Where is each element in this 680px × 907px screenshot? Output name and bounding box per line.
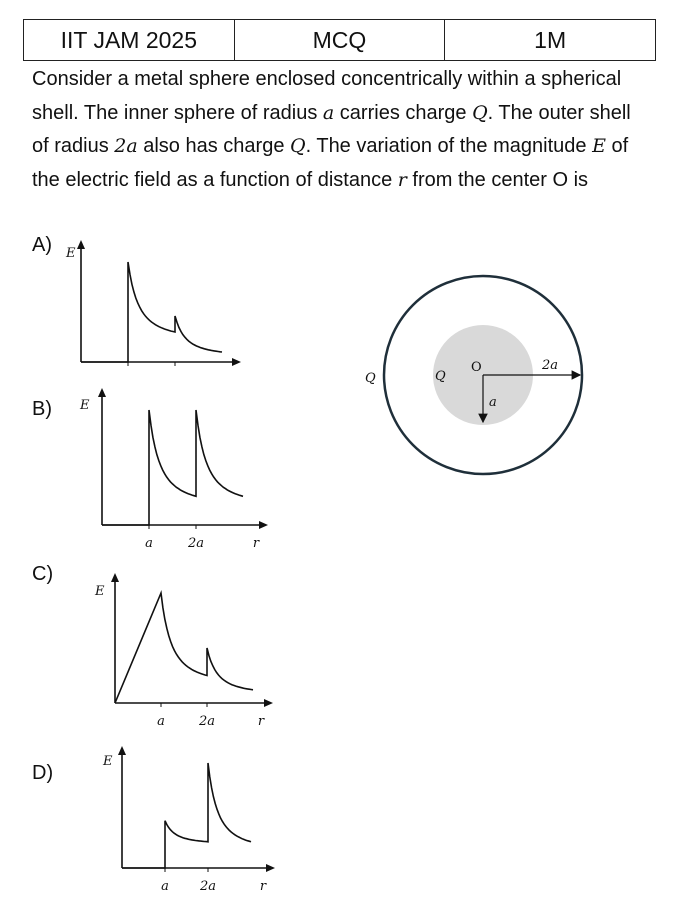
inner-radius-label: a [489, 395, 497, 410]
y-axis-label: E [103, 754, 113, 769]
option-c-graph [90, 565, 290, 730]
math-var: E [592, 135, 606, 157]
question-part: . The variation of the magnitude [305, 135, 593, 157]
x-tick-label: 2a [187, 536, 205, 551]
math-var: Q [290, 135, 306, 157]
y-axis-arrow [111, 573, 119, 582]
x-axis-arrow [264, 699, 273, 707]
question-part: of the electric field as a function of distance [32, 135, 629, 191]
field-curve [122, 763, 251, 868]
question-part: also has charge [137, 135, 291, 157]
center-label: O [471, 360, 482, 375]
y-axis-label: E [66, 246, 76, 261]
field-curve [102, 410, 243, 525]
outer-charge-label: Q [365, 371, 376, 386]
x-axis-label: r [259, 879, 267, 894]
math-var: Q [472, 101, 488, 124]
question-part: from the center O is [406, 168, 589, 191]
y-axis-label: E [95, 584, 105, 599]
question-part: Consider a metal sphere enclosed concentrically within a spherical shell. The inner sphere of radius [32, 68, 622, 124]
header-exam: IIT JAM 2025 [24, 20, 235, 61]
math-var: 2a [114, 135, 138, 157]
field-curve [115, 593, 253, 703]
x-tick-label: 2a [198, 714, 216, 729]
x-axis-arrow [259, 521, 268, 529]
question-part: carries charge [334, 101, 473, 124]
x-axis-label: r [257, 714, 265, 729]
y-axis-arrow [98, 388, 106, 397]
x-axis-label: r [252, 536, 260, 551]
sphere-figure [355, 265, 655, 495]
outer-radius-label: 2a [542, 358, 559, 373]
y-axis-arrow [118, 746, 126, 755]
question-text [32, 63, 652, 197]
x-tick-label: 2a [199, 879, 217, 894]
y-axis-label: E [80, 398, 90, 413]
option-d-graph [98, 738, 298, 894]
x-tick-label: a [157, 714, 165, 729]
option-b-label[interactable]: B) [32, 398, 52, 420]
header-table [23, 19, 656, 61]
math-var: r [397, 168, 407, 191]
option-c-label[interactable]: C) [32, 563, 54, 585]
option-a-graph [60, 232, 260, 382]
math-var: a [322, 101, 335, 124]
y-axis-arrow [77, 240, 85, 249]
question-part: . The outer shell of radius [32, 101, 631, 157]
option-a-label[interactable]: A) [32, 234, 52, 256]
header-marks: 1M [445, 20, 656, 61]
x-tick-label: a [161, 879, 169, 894]
field-curve [81, 262, 222, 362]
option-d-label[interactable]: D) [32, 762, 54, 784]
inner-charge-label: Q [435, 369, 446, 384]
header-type: MCQ [234, 20, 445, 61]
option-b-graph [75, 380, 295, 550]
x-axis-arrow [232, 358, 241, 366]
x-axis-arrow [266, 864, 275, 872]
x-tick-label: a [145, 536, 153, 551]
